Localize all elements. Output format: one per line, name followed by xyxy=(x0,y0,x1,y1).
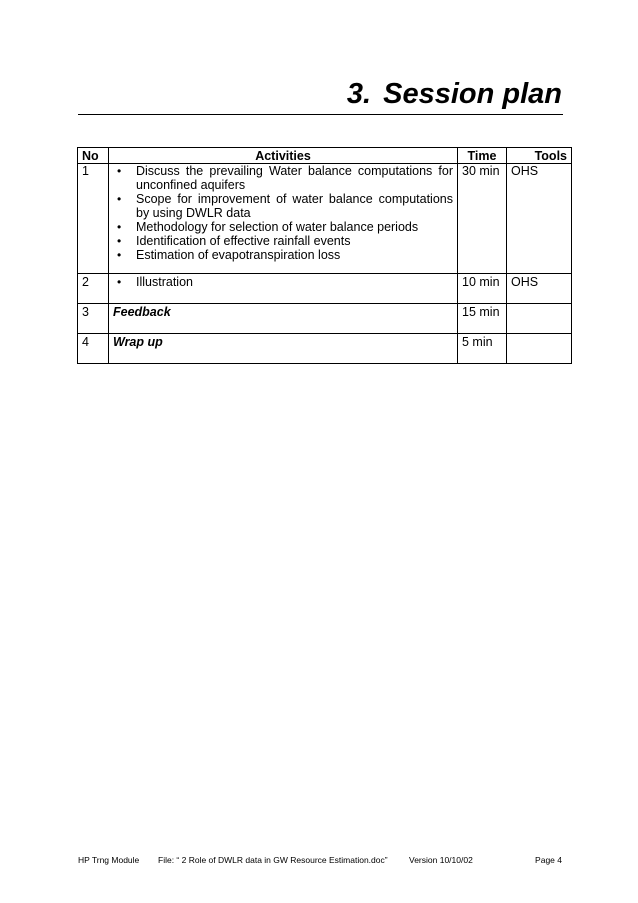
row-tools: OHS xyxy=(507,164,572,274)
row-tools xyxy=(507,304,572,334)
row-tools: OHS xyxy=(507,274,572,304)
activity-item: • Estimation of evapotranspiration loss xyxy=(113,248,453,262)
table-row xyxy=(78,164,572,274)
header-time: Time xyxy=(458,148,507,164)
row-time: 30 min xyxy=(458,164,507,274)
session-plan-table xyxy=(77,147,572,364)
table-row xyxy=(78,274,572,304)
table-header-row xyxy=(78,148,572,164)
activity-item: • Illustration xyxy=(113,275,453,289)
row-time: 5 min xyxy=(458,334,507,364)
section-number: 3. xyxy=(346,78,372,110)
section-title: Session plan xyxy=(383,78,562,110)
row-activities xyxy=(109,304,458,334)
row-time: 10 min xyxy=(458,274,507,304)
footer-version: Version 10/10/02 xyxy=(409,855,473,865)
header-no: No xyxy=(78,148,109,164)
row-time: 15 min xyxy=(458,304,507,334)
activity-list xyxy=(113,275,453,289)
row-tools xyxy=(507,334,572,364)
footer-module: HP Trng Module xyxy=(78,855,140,865)
row-number: 3 xyxy=(78,304,109,334)
row-number: 1 xyxy=(78,164,109,274)
footer-page-number: Page 4 xyxy=(535,855,562,865)
activity-text: Feedback xyxy=(113,305,171,319)
activity-list xyxy=(113,164,453,262)
activity-item: • Discuss the prevailing Water balance computations for unconfined aquifers xyxy=(113,164,453,192)
heading-rule xyxy=(78,114,563,115)
row-activities xyxy=(109,274,458,304)
section-heading xyxy=(78,74,562,114)
row-number: 4 xyxy=(78,334,109,364)
activity-item: • Methodology for selection of water balance periods xyxy=(113,220,453,234)
row-activities xyxy=(109,334,458,364)
activity-item: • Identification of effective rainfall events xyxy=(113,234,453,248)
header-activities: Activities xyxy=(109,148,458,164)
activity-text: Wrap up xyxy=(113,335,163,349)
table-row xyxy=(78,304,572,334)
activity-item: • Scope for improvement of water balance computations by using DWLR data xyxy=(113,192,453,220)
row-number: 2 xyxy=(78,274,109,304)
footer-file: File: “ 2 Role of DWLR data in GW Resource Estimation.doc” xyxy=(158,855,388,865)
row-activities xyxy=(109,164,458,274)
table-row xyxy=(78,334,572,364)
header-tools: Tools xyxy=(507,148,572,164)
